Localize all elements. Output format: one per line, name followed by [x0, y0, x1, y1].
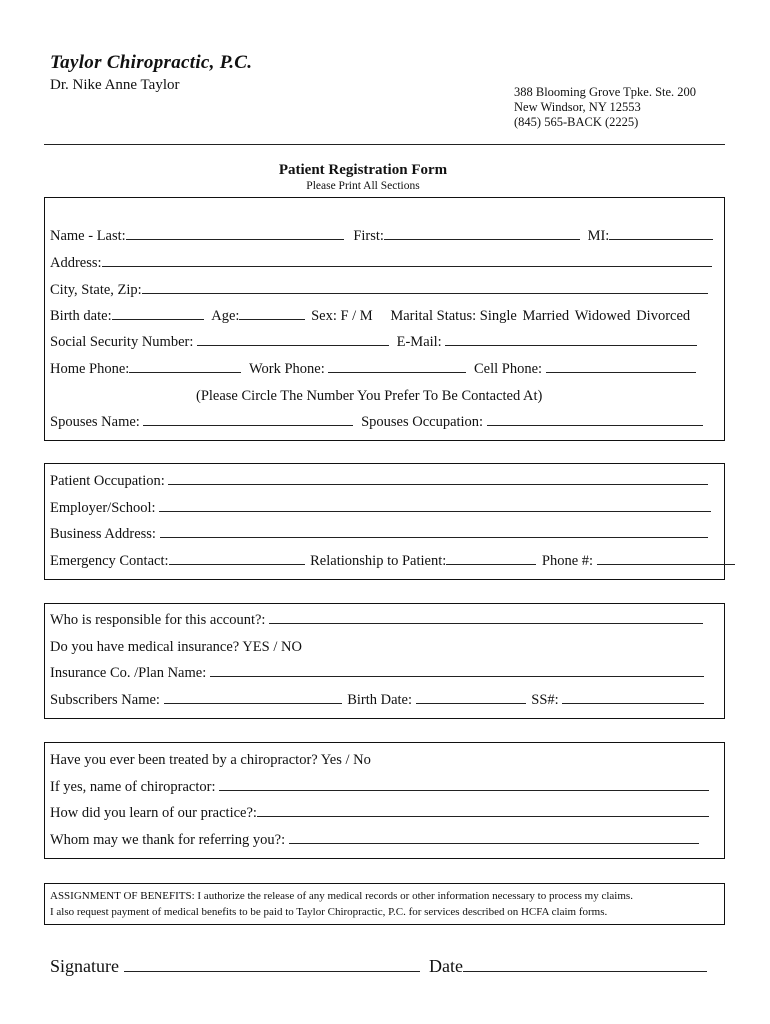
- insurance-co-row: [50, 664, 704, 682]
- occupation-row: [50, 472, 708, 490]
- signature-label: Signature: [50, 956, 119, 976]
- assignment-line2: I also request payment of medical benefits to be paid to Taylor Chiropractic, P.C. for services described on HCFA claim forms.: [50, 906, 608, 918]
- spouse-row: [50, 413, 703, 431]
- address-row: [50, 254, 712, 272]
- thank-row: [50, 831, 699, 849]
- patient-occupation-label: Patient Occupation:: [50, 473, 165, 489]
- date-label: Date: [429, 956, 463, 976]
- form-title: Patient Registration Form: [278, 162, 448, 178]
- header-divider: [44, 144, 725, 145]
- work-phone-field[interactable]: [328, 360, 466, 373]
- insurance-question[interactable]: Do you have medical insurance? YES / NO: [50, 639, 302, 655]
- relationship-label: Relationship to Patient:: [310, 553, 447, 569]
- work-phone-label: Work Phone:: [248, 361, 325, 377]
- marital-divorced[interactable]: Divorced: [636, 308, 691, 324]
- date-row: [429, 956, 707, 977]
- marital-single[interactable]: Single: [479, 308, 517, 324]
- marital-status-label: Marital Status:: [390, 308, 477, 324]
- responsible-label: Who is responsible for this account?:: [50, 612, 266, 628]
- signature-row: [50, 956, 420, 977]
- assignment-line1: ASSIGNMENT OF BENEFITS: I authorize the release of any medical records or other information necessary to process my claims.: [50, 890, 633, 902]
- home-phone-label: Home Phone:: [50, 361, 130, 377]
- subscriber-row: [50, 691, 704, 709]
- emergency-contact-field[interactable]: [169, 552, 305, 565]
- marital-widowed[interactable]: Widowed: [574, 308, 631, 324]
- emergency-row: [50, 552, 735, 570]
- employer-row: [50, 499, 711, 517]
- age-field[interactable]: [239, 307, 305, 320]
- emergency-phone-field[interactable]: [597, 552, 735, 565]
- birth-date-label: Birth date:: [50, 308, 112, 324]
- patient-occupation-field[interactable]: [168, 472, 708, 485]
- learn-field[interactable]: [257, 804, 709, 817]
- spouse-occupation-field[interactable]: [487, 413, 703, 426]
- relationship-field[interactable]: [446, 552, 536, 565]
- signature-field[interactable]: [124, 956, 420, 972]
- responsible-field[interactable]: [269, 611, 703, 624]
- learn-row: [50, 804, 709, 822]
- thank-field[interactable]: [289, 831, 699, 844]
- employer-label: Employer/School:: [50, 500, 156, 516]
- ssn-row: [50, 333, 697, 351]
- subscriber-name-label: Subscribers Name:: [50, 692, 160, 708]
- form-subtitle: Please Print All Sections: [306, 180, 420, 192]
- city-state-zip-field[interactable]: [142, 281, 708, 294]
- emergency-contact-label: Emergency Contact:: [50, 553, 169, 569]
- thank-label: Whom may we thank for referring you?:: [50, 832, 286, 848]
- cell-phone-field[interactable]: [546, 360, 696, 373]
- subscriber-name-field[interactable]: [164, 691, 342, 704]
- name-row: [50, 227, 713, 245]
- practice-phone: (845) 565-BACK (2225): [514, 115, 639, 129]
- first-name-field[interactable]: [384, 227, 580, 240]
- city-state-zip-label: City, State, Zip:: [50, 282, 142, 298]
- email-field[interactable]: [445, 333, 697, 346]
- marital-married[interactable]: Married: [522, 308, 570, 324]
- ssn-label: Social Security Number:: [50, 334, 194, 350]
- business-address-field[interactable]: [160, 525, 708, 538]
- subscriber-birth-field[interactable]: [416, 691, 526, 704]
- employer-field[interactable]: [159, 499, 711, 512]
- doctor-name: Dr. Nike Anne Taylor: [50, 77, 180, 93]
- date-field[interactable]: [463, 956, 707, 972]
- mi-field[interactable]: [609, 227, 713, 240]
- insurance-co-label: Insurance Co. /Plan Name:: [50, 665, 207, 681]
- subscriber-ss-label: SS#:: [531, 692, 559, 708]
- chiro-name-label: If yes, name of chiropractor:: [50, 779, 216, 795]
- cell-phone-label: Cell Phone:: [473, 361, 543, 377]
- contact-preference-note: (Please Circle The Number You Prefer To Be Contacted At): [196, 388, 543, 404]
- spouse-name-label: Spouses Name:: [50, 414, 140, 430]
- address-line2: New Windsor, NY 12553: [514, 100, 641, 114]
- insurance-co-field[interactable]: [210, 664, 704, 677]
- chiro-name-field[interactable]: [219, 778, 709, 791]
- address-field[interactable]: [102, 254, 712, 267]
- mi-label: MI:: [587, 228, 610, 244]
- treated-question[interactable]: Have you ever been treated by a chiropractor? Yes / No: [50, 752, 371, 768]
- email-label: E-Mail:: [396, 334, 442, 350]
- birth-row: [50, 307, 690, 325]
- practice-address: [514, 85, 696, 130]
- chiro-name-row: [50, 778, 709, 796]
- business-address-row: [50, 525, 708, 543]
- spouse-name-field[interactable]: [143, 413, 353, 426]
- sex-option[interactable]: Sex: F / M: [311, 308, 373, 324]
- address-label: Address:: [50, 255, 102, 271]
- last-name-label: Name - Last:: [50, 228, 126, 244]
- emergency-phone-label: Phone #:: [541, 553, 594, 569]
- responsible-row: [50, 611, 703, 629]
- spouse-occupation-label: Spouses Occupation:: [361, 414, 484, 430]
- subscriber-birth-label: Birth Date:: [347, 692, 413, 708]
- ssn-field[interactable]: [197, 333, 389, 346]
- city-state-zip-row: [50, 281, 708, 299]
- learn-label: How did you learn of our practice?:: [50, 805, 257, 821]
- phone-row: [50, 360, 696, 378]
- address-line1: 388 Blooming Grove Tpke. Ste. 200: [514, 85, 697, 99]
- birth-date-field[interactable]: [112, 307, 204, 320]
- first-name-label: First:: [353, 228, 384, 244]
- last-name-field[interactable]: [126, 227, 344, 240]
- practice-name: Taylor Chiropractic, P.C.: [50, 52, 253, 73]
- home-phone-field[interactable]: [129, 360, 241, 373]
- subscriber-ss-field[interactable]: [562, 691, 704, 704]
- business-address-label: Business Address:: [50, 526, 156, 542]
- age-label: Age:: [211, 308, 240, 324]
